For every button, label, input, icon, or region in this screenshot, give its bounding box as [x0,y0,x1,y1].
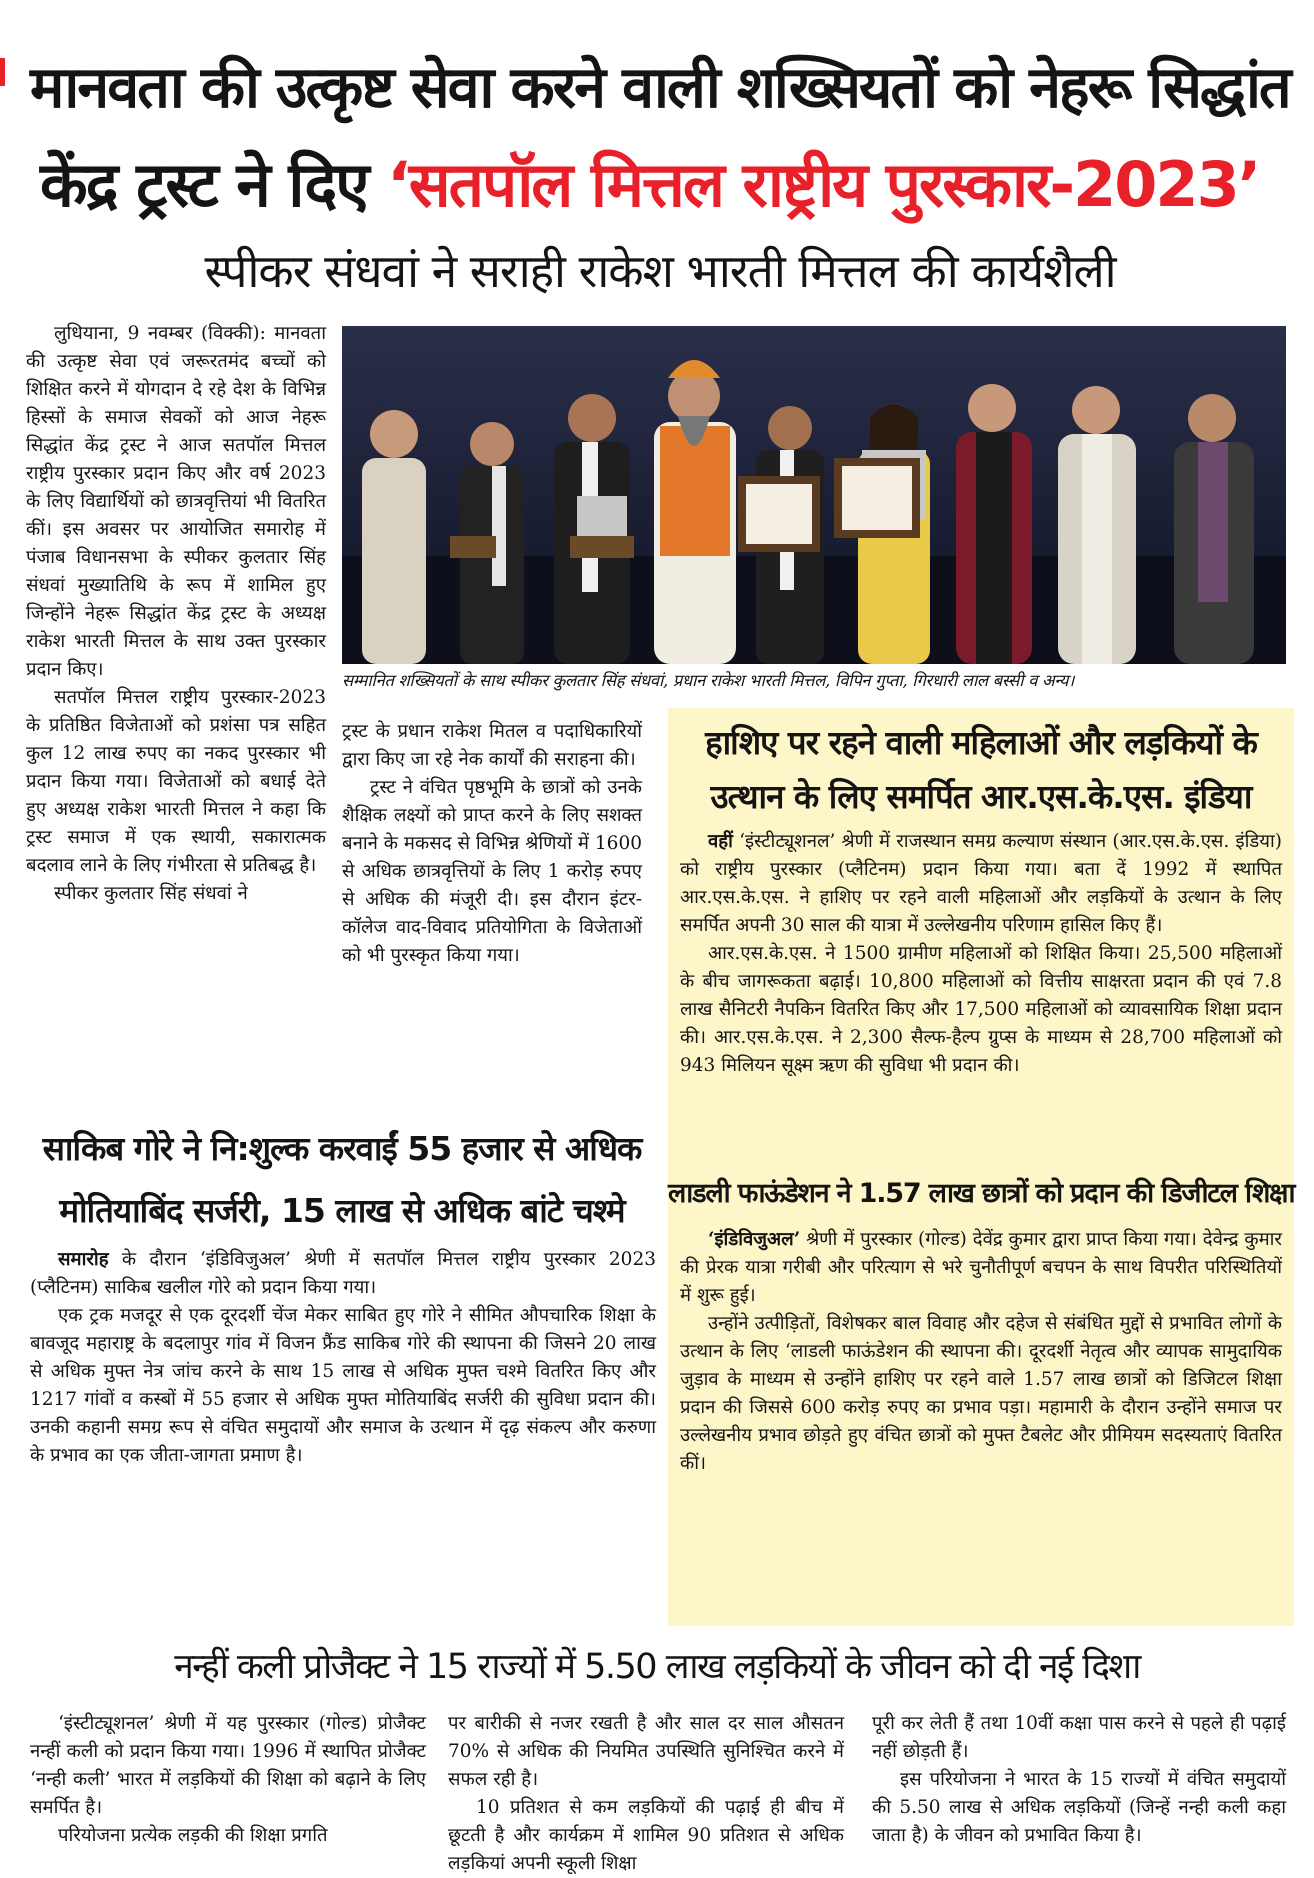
saqib-lead: समारोह [58,1249,109,1270]
rsks-body [680,828,1282,1164]
nanhi-col-3 [872,1710,1286,1846]
main-story-p2: सतपॉल मित्तल राष्ट्रीय पुरस्कार-2023 के प्रतिष्ठित विजेताओं को प्रशंसा पत्र सहित कुल 12 लाख रुपए का नकद पुरस्कार भी प्रदान किया गया। विजेताओं को बधाई देते हुए अध्यक्ष राकेश भारती मित्तल ने कहा कि ट्रस्ट समाज में एक स्थायी, सकारात्मक बदलाव लाने के लिए गंभीरता से प्रतिबद्ध है। [26,687,326,876]
main-story-p5: ट्रस्ट ने वंचित पृष्ठभूमि के छात्रों को उनके शैक्षिक लक्ष्यों को प्राप्त करने के लिए सशक्त बनाने के मकसद से विभिन्न श्रेणियों में 1600 से अधिक छात्रवृत्तियों के लिए 1 करोड़ रुपए से अधिक की मंजूरी दी। इस दौरान इंटर-कॉलेज वाद-विवाद प्रतियोगिता के विजेताओं को भी पुरस्कृत किया गया। [342,777,642,966]
ladli-p2: उन्होंने उत्पीड़ितों, विशेषकर बाल विवाह और दहेज से संबंधित मुद्दों से प्रभावित लोगों के उत्थान के लिए ‘लाडली फाऊंडेशन की स्थापना की। दूरदर्शी नेतृत्व और व्यापक सामुदायिक जुड़ाव के माध्यम से उन्होंने हाशिए पर रहने वाले 1.57 लाख छात्रों को डिजिटल शिक्षा प्रदान की जिससे 600 करोड़ रुपए का प्रभाव पड़ा। महामारी के दौरान उन्होंने समाज पर उल्लेखनीय प्रभाव छोड़ते हुए वंचित छात्रों को मुफ्त टैबलेट और प्रीमियम सदस्यताएं वितरित कीं। [680,1313,1282,1474]
nanhi-p5: पूरी कर लेती हैं तथा 10वीं कक्षा पास करने से पहले ही पढ़ाई नहीं छोड़ती हैं। [872,1713,1286,1762]
saqib-heading [26,1118,658,1242]
rsks-p1: ‘इंस्टीट्यूशनल’ श्रेणी में राजस्थान समग्र कल्याण संस्थान (आर.एस.के.एस. इंडिया) को राष्ट्रीय पुरस्कार (प्लैटिनम) प्रदान किया गया। बता दें 1992 में स्थापित आर.एस.के.एस. ने हाशिए पर रहने वाली महिलाओं और लड़कियों के उत्थान के लिए समर्पित अपनी 30 साल की यात्रा में उल्लेखनीय परिणाम हासिल किए हैं। [680,831,1282,936]
nanhi-col-2 [448,1710,844,1874]
saqib-heading-line-2: मोतियाबिंद सर्जरी, 15 लाख से अधिक बांटे चश्मे [59,1191,625,1230]
award-photo-scene [342,326,1286,664]
saqib-p2: एक ट्रक मजदूर से एक दूरदर्शी चेंज मेकर साबित हुए गोरे ने सीमित औपचारिक शिक्षा के बावजूद महाराष्ट्र के बदलापुर गांव में विजन फ्रैंड साकिब गोरे की स्थापना की जिसने 20 लाख से अधिक मुफ्त नेत्र जांच करने के साथ 15 लाख से अधिक मुफ्त चश्मे वितरित किए और 1217 गांवों व कस्बों में 55 हजार से अधिक मुफ्त मोतियाबिंद सर्जरी की सुविधा प्रदान की। उनकी कहानी समग्र रूप से वंचित समुदायों और समाज के उत्थान में दृढ़ संकल्प और करुणा के प्रभाव का एक जीता-जागता प्रमाण है। [30,1305,656,1466]
saqib-body [30,1246,656,1630]
rsks-heading-line-2: उत्थान के लिए समर्पित आर.एस.के.एस. इंडिया [710,777,1252,816]
rsks-lead: वहीं [708,831,733,852]
ladli-lead: ‘इंडिविजुअल’ [708,1229,801,1250]
nanhi-p2: परियोजना प्रत्येक लड़की की शिक्षा प्रगति [58,1825,328,1846]
headline-line-2-black: केंद्र ट्रस्ट ने दिए [40,148,388,221]
rsks-heading-line-1: हाशिए पर रहने वाली महिलाओं और लड़कियों के [705,723,1257,762]
nanhi-p6: इस परियोजना ने भारत के 15 राज्यों में वंचित समुदायों की 5.50 लाख से अधिक लड़कियों (जिन्हें नन्ही कली कहा जाता है) के जीवन को प्रभावित किया है। [872,1769,1286,1846]
nanhi-p4: 10 प्रतिशत से कम लड़कियों की पढ़ाई ही बीच में छूटती है और कार्यक्रम में शामिल 90 प्रतिशत से अधिक लड़कियां अपनी स्कूली शिक्षा [448,1797,844,1874]
nanhi-p3: पर बारीकी से नजर रखती है और साल दर साल औसतन 70% से अधिक की नियमित उपस्थिति सुनिश्चित करने में सफल रही है। [448,1713,844,1790]
main-story-p3: स्पीकर कुलतार सिंह संधवां ने [54,883,248,904]
main-story-p1: लुधियाना, 9 नवम्बर (विक्की): मानवता की उत्कृष्ट सेवा एवं जरूरतमंद बच्चों को शिक्षित करने में योगदान दे रहे देश के विभिन्न हिस्सों के समाज सेवकों को आज नेहरू सिद्धांत केंद्र ट्रस्ट ने आज सतपॉल मित्तल राष्ट्रीय पुरस्कार प्रदान किए और वर्ष 2023 के लिए विद्यार्थियों को छात्रवृत्तियां भी वितरित कीं। इस अवसर पर आयोजित समारोह में पंजाब विधानसभा के स्पीकर कुलतार सिंह संधवां मुख्यातिथि के रूप में शामिल हुए जिन्होंने नेहरू सिद्धांत केंद्र ट्रस्ट के अध्यक्ष राकेश भारती मित्तल के साथ उक्त पुरस्कार प्रदान किए। [26,323,326,680]
nanhi-col-1 [30,1710,426,1846]
nanhi-p1: ‘इंस्टीट्यूशनल’ श्रेणी में यह पुरस्कार (गोल्ड) प्रोजैक्ट नन्हीं कली को प्रदान किया गया। 1996 में स्थापित प्रोजैक्ट ‘नन्ही कली’ भारत में लड़कियों की शिक्षा को बढ़ाने के लिए समर्पित है। [30,1713,426,1818]
nanhi-heading: नन्हीं कली प्रोजैक्ट ने 15 राज्यों में 5.50 लाख लड़कियों के जीवन को दी नई दिशा [174,1647,1140,1687]
ladli-p1: श्रेणी में पुरस्कार (गोल्ड) देवेंद्र कुमार द्वारा प्राप्त किया गया। देवेन्द्र कुमार की प्रेरक यात्रा गरीबी और परित्याग से भरे चुनौतीपूर्ण बचपन के साथ विपरीत परिस्थितियों में शुरू हुई। [680,1229,1282,1306]
saqib-p1: के दौरान ‘इंडिविजुअल’ श्रेणी में सतपॉल मित्तल राष्ट्रीय पुरस्कार 2023 (प्लैटिनम) साकिब खलील गोरे को प्रदान किया गया। [30,1249,656,1298]
rsks-p2: आर.एस.के.एस. ने 1500 ग्रामीण महिलाओं को शिक्षित किया। 25,500 महिलाओं के बीच जागरूकता बढ़ाई। 10,800 महिलाओं को वित्तीय साक्षरता प्रदान की एवं 7.8 लाख सैनिटरी नैपकिन वितरित किए और 17,500 महिलाओं को व्यावसायिक शिक्षा प्रदान की। आर.एस.के.एस. ने 2,300 सैल्फ-हैल्प ग्रुप्स के माध्यम से 28,700 महिलाओं को 943 मिलियन सूक्ष्म ऋण की सुविधा भी प्रदान की। [680,943,1282,1076]
main-story-col-1 [26,320,326,1100]
headline-line-2 [40,136,1300,234]
photo-caption: सम्मानित शख्सियतों के साथ स्पीकर कुलतार सिंह संधवां, प्रधान राकेश भारती मित्तल, विपिन गुप्ता, गिरधारी लाल बस्सी व अन्य। [342,671,1075,690]
main-story-p4: ट्रस्ट के प्रधान राकेश मितल व पदाधिकारियों द्वारा किए जा रहे नेक कार्यों की सराहना की। [342,721,642,770]
ladli-body [680,1226,1282,1620]
headline-line-1: मानवता की उत्कृष्ट सेवा करने वाली शख्सियतों को नेहरू सिद्धांत [30,54,1290,121]
main-story-col-2 [342,718,642,1104]
award-photo [342,326,1286,664]
rsks-heading [668,716,1294,824]
ladli-heading: लाडली फाऊंडेशन ने 1.57 लाख छात्रों को प्रदान की डिजीटल शिक्षा [668,1178,1295,1209]
headline-line-2-red: ‘सतपॉल मित्तल राष्ट्रीय पुरस्कार-2023’ [387,148,1260,221]
subheadline: स्पीकर संधवां ने सराही राकेश भारती मित्तल की कार्यशैली [204,244,1116,298]
saqib-heading-line-1: साकिब गोरे ने नि:शुल्क करवाईं 55 हजार से अधिक [42,1129,642,1168]
edge-marker [0,58,5,86]
